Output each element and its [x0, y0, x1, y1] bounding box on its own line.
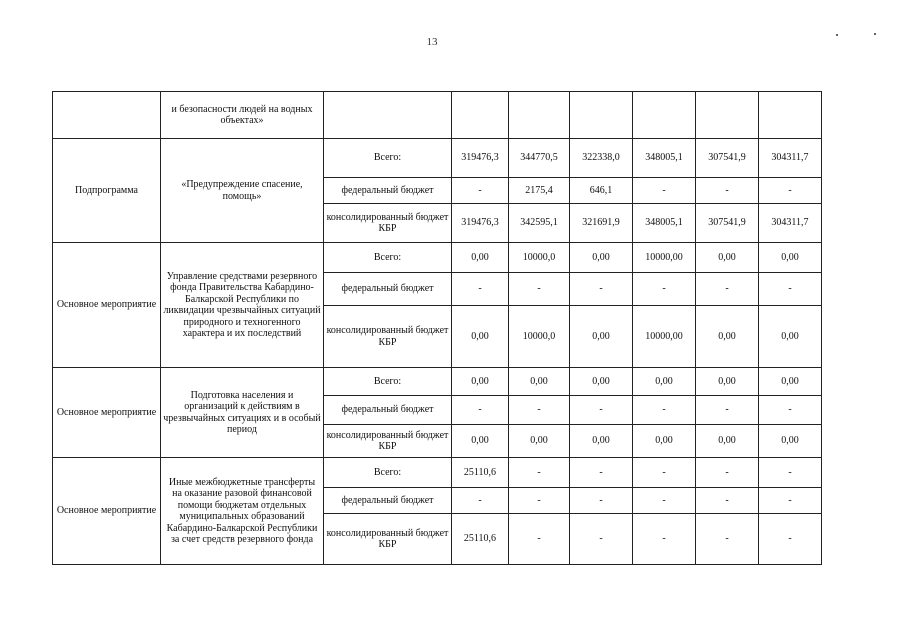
value-cell: 0,00	[633, 368, 696, 396]
funding-source-cell	[324, 92, 452, 139]
funding-source-cell: Всего:	[324, 458, 452, 488]
row-kind-cell	[53, 92, 161, 139]
value-cell: 0,00	[570, 306, 633, 368]
value-cell: 2175,4	[509, 178, 570, 204]
value-cell: -	[452, 488, 509, 514]
row-title-cell: Подготовка населения и организаций к действиям в чрезвычайных ситуациях и в особый период	[161, 368, 324, 458]
value-cell: 319476,3	[452, 139, 509, 178]
value-cell	[570, 92, 633, 139]
value-cell: -	[696, 514, 759, 565]
budget-table	[52, 91, 822, 565]
value-cell: -	[509, 396, 570, 425]
value-cell: 0,00	[509, 368, 570, 396]
value-cell: -	[696, 458, 759, 488]
value-cell: 344770,5	[509, 139, 570, 178]
row-kind-cell: Основное мероприятие	[53, 243, 161, 368]
value-cell: -	[696, 273, 759, 306]
value-cell	[696, 92, 759, 139]
value-cell: 0,00	[452, 306, 509, 368]
value-cell: 0,00	[696, 306, 759, 368]
value-cell: 321691,9	[570, 204, 633, 243]
funding-source-cell: Всего:	[324, 368, 452, 396]
value-cell: 0,00	[570, 243, 633, 273]
value-cell: 0,00	[759, 368, 822, 396]
row-title-cell: Иные межбюджетные трансферты на оказание разовой финансовой помощи бюджетам отдельных муниципальных образований Кабардино-Балкарской Республики за счет средств резервного фонда	[161, 458, 324, 565]
value-cell: -	[509, 458, 570, 488]
value-cell: 646,1	[570, 178, 633, 204]
value-cell: 0,00	[570, 425, 633, 458]
funding-source-cell: Всего:	[324, 139, 452, 178]
value-cell: 10000,00	[633, 243, 696, 273]
funding-source-cell: федеральный бюджет	[324, 178, 452, 204]
value-cell: 10000,00	[633, 306, 696, 368]
table-row	[53, 139, 822, 178]
value-cell: 0,00	[570, 368, 633, 396]
value-cell: -	[452, 273, 509, 306]
funding-source-cell: федеральный бюджет	[324, 273, 452, 306]
value-cell: -	[633, 488, 696, 514]
value-cell: 0,00	[759, 306, 822, 368]
value-cell: -	[570, 458, 633, 488]
row-kind-cell: Основное мероприятие	[53, 458, 161, 565]
value-cell	[633, 92, 696, 139]
value-cell: 0,00	[696, 368, 759, 396]
value-cell: 342595,1	[509, 204, 570, 243]
value-cell: 0,00	[452, 425, 509, 458]
value-cell: -	[570, 396, 633, 425]
funding-source-cell: консолидированный бюджет КБР	[324, 514, 452, 565]
value-cell: 304311,7	[759, 204, 822, 243]
value-cell: -	[509, 514, 570, 565]
value-cell: -	[452, 396, 509, 425]
value-cell: -	[696, 488, 759, 514]
value-cell: 0,00	[696, 243, 759, 273]
value-cell: -	[452, 178, 509, 204]
value-cell: -	[570, 273, 633, 306]
value-cell: 25110,6	[452, 514, 509, 565]
value-cell	[509, 92, 570, 139]
value-cell: 319476,3	[452, 204, 509, 243]
funding-source-cell: консолидированный бюджет КБР	[324, 306, 452, 368]
value-cell: -	[633, 396, 696, 425]
value-cell: 307541,9	[696, 139, 759, 178]
funding-source-cell: федеральный бюджет	[324, 488, 452, 514]
row-kind-cell: Подпрограмма	[53, 139, 161, 243]
value-cell: -	[759, 396, 822, 425]
value-cell: -	[570, 488, 633, 514]
value-cell	[759, 92, 822, 139]
value-cell: 0,00	[452, 243, 509, 273]
value-cell: 25110,6	[452, 458, 509, 488]
value-cell: 348005,1	[633, 139, 696, 178]
value-cell: -	[759, 458, 822, 488]
value-cell: 0,00	[509, 425, 570, 458]
value-cell: -	[759, 178, 822, 204]
row-title-cell: Управление средствами резервного фонда Правительства Кабардино-Балкарской Республики по ликвидации чрезвычайных ситуаций природного и техногенного характера и их последствий	[161, 243, 324, 368]
value-cell: 0,00	[759, 243, 822, 273]
value-cell: 10000,0	[509, 306, 570, 368]
value-cell: -	[633, 273, 696, 306]
value-cell: -	[633, 514, 696, 565]
value-cell: -	[570, 514, 633, 565]
table-row	[53, 458, 822, 488]
funding-source-cell: консолидированный бюджет КБР	[324, 204, 452, 243]
row-title-cell: «Предупреждение спасение, помощь»	[161, 139, 324, 243]
value-cell: 10000,0	[509, 243, 570, 273]
value-cell	[452, 92, 509, 139]
value-cell: 0,00	[452, 368, 509, 396]
value-cell: 322338,0	[570, 139, 633, 178]
value-cell: -	[696, 178, 759, 204]
funding-source-cell: консолидированный бюджет КБР	[324, 425, 452, 458]
value-cell: -	[633, 458, 696, 488]
value-cell: -	[759, 488, 822, 514]
funding-source-cell: Всего:	[324, 243, 452, 273]
value-cell: -	[696, 396, 759, 425]
table-row	[53, 243, 822, 273]
value-cell: -	[759, 273, 822, 306]
value-cell: -	[633, 178, 696, 204]
value-cell: 304311,7	[759, 139, 822, 178]
value-cell: -	[509, 488, 570, 514]
row-title-cell: и безопасности людей на водных объектах»	[161, 92, 324, 139]
page-number: 13	[426, 36, 438, 48]
scan-speck	[836, 34, 838, 36]
table-row	[53, 92, 822, 139]
value-cell: -	[759, 514, 822, 565]
table-row	[53, 368, 822, 396]
value-cell: 0,00	[696, 425, 759, 458]
value-cell: 348005,1	[633, 204, 696, 243]
row-kind-cell: Основное мероприятие	[53, 368, 161, 458]
value-cell: -	[509, 273, 570, 306]
value-cell: 0,00	[633, 425, 696, 458]
value-cell: 0,00	[759, 425, 822, 458]
value-cell: 307541,9	[696, 204, 759, 243]
funding-source-cell: федеральный бюджет	[324, 396, 452, 425]
scan-speck	[874, 33, 876, 35]
